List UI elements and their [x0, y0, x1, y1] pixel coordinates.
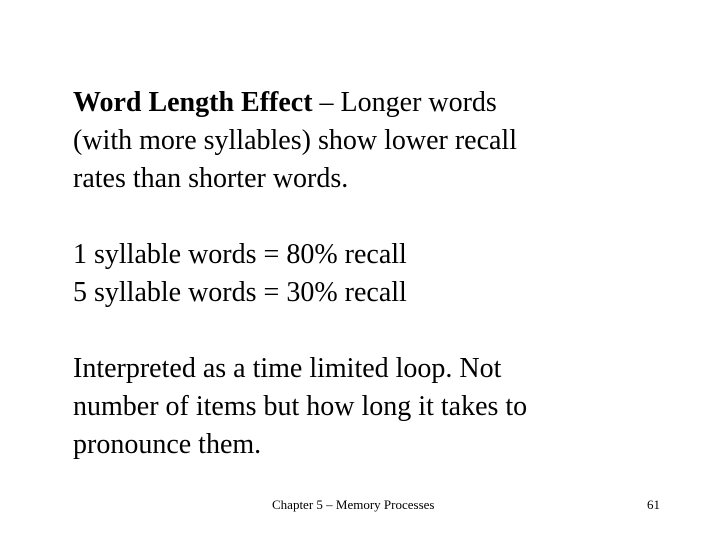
- interpretation-line-3: pronounce them.: [73, 429, 262, 460]
- page-number: 61: [647, 497, 660, 512]
- definition-paragraph: [73, 84, 673, 198]
- term-heading: Word Length Effect: [73, 87, 313, 118]
- definition-line-3: rates than shorter words.: [73, 163, 349, 194]
- interpretation-line-2: number of items but how long it takes to: [73, 391, 528, 422]
- footer-chapter: Chapter 5 – Memory Processes: [272, 497, 435, 512]
- stat-one-syllable: 1 syllable words = 80% recall: [73, 239, 407, 270]
- definition-text: – Longer words: [312, 87, 497, 118]
- interpretation-line-1: Interpreted as a time limited loop. Not: [73, 353, 502, 384]
- slide-content: [73, 84, 673, 464]
- definition-line-1: [73, 84, 673, 122]
- stat-five-syllable: 5 syllable words = 30% recall: [73, 277, 407, 308]
- definition-line-2: (with more syllables) show lower recall: [73, 125, 517, 156]
- interpretation-paragraph: [73, 350, 673, 464]
- stats-paragraph: [73, 236, 673, 312]
